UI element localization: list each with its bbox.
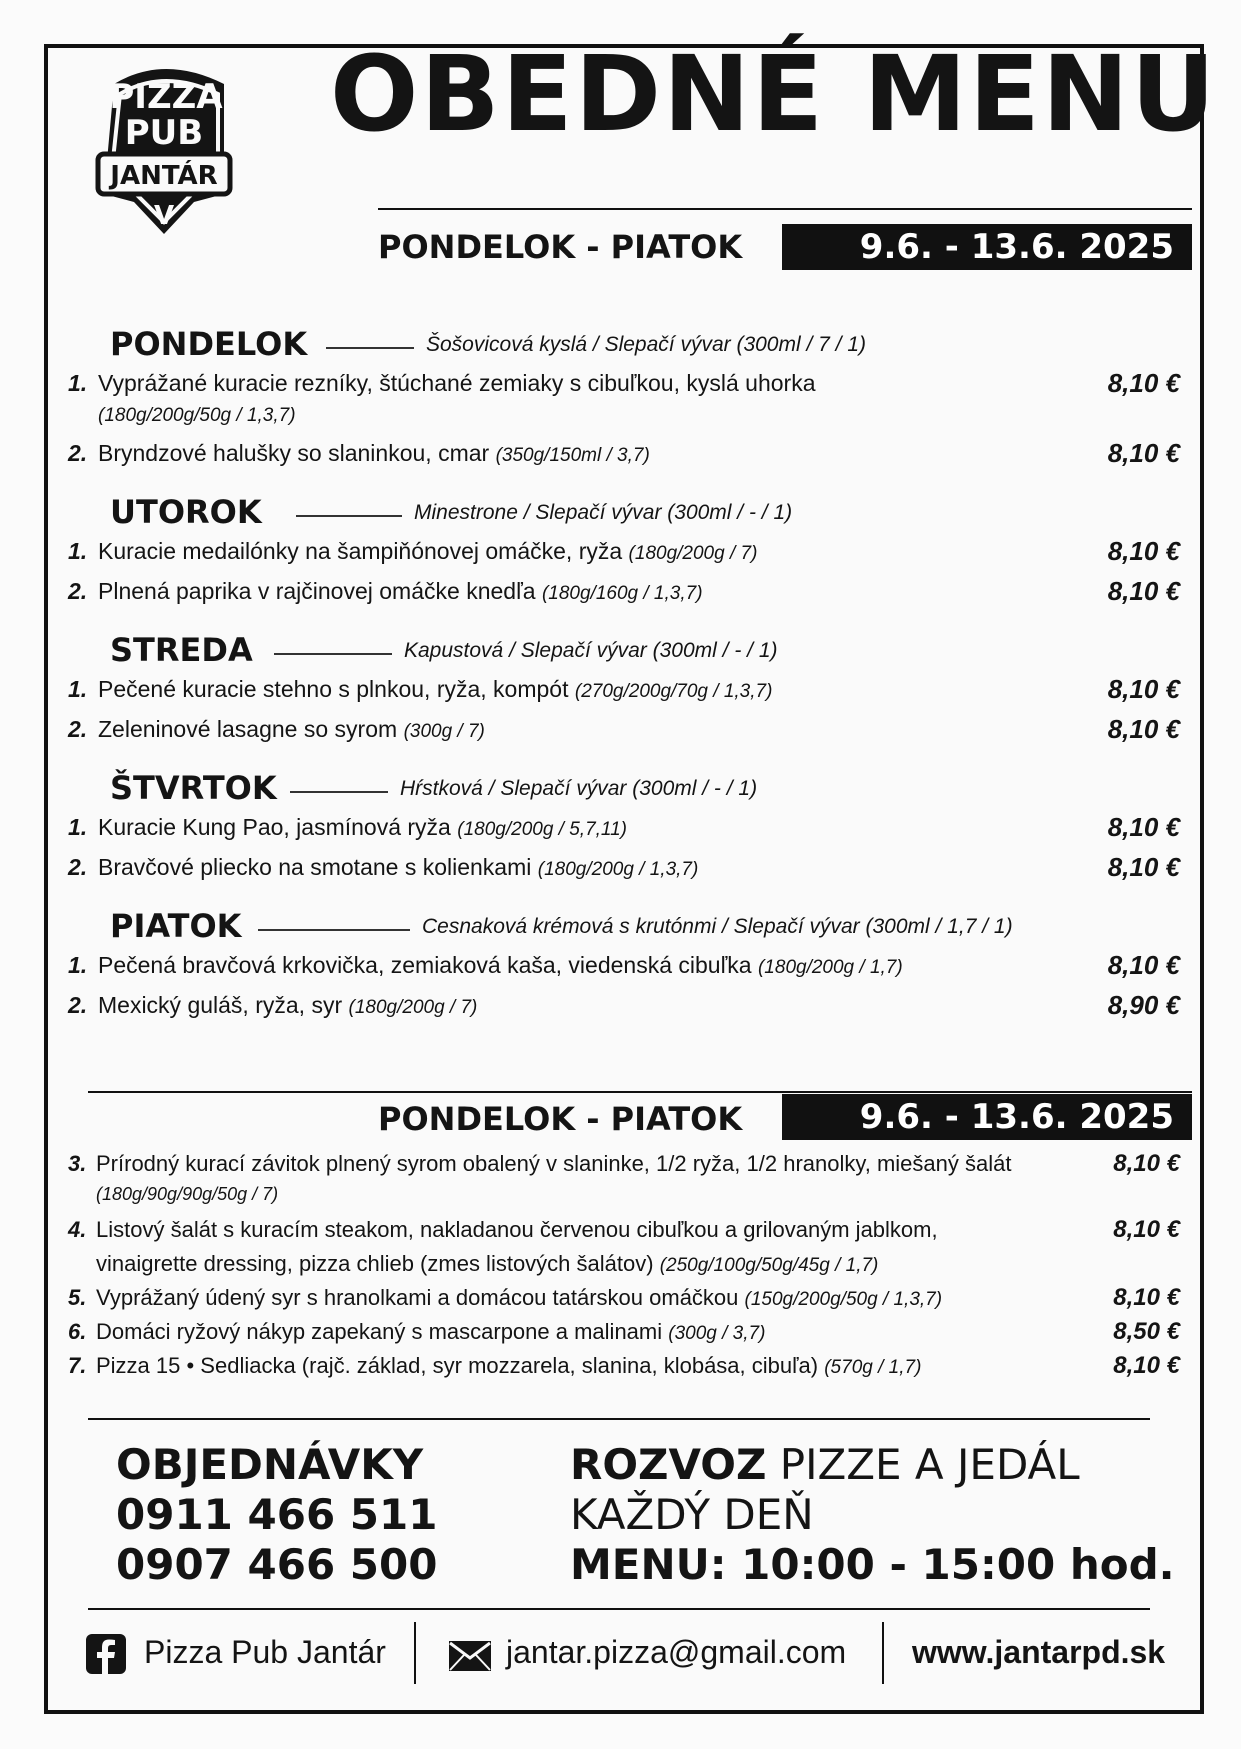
daily-band-dates: 9.6. - 13.6. 2025 <box>782 224 1192 270</box>
facebook-name: Pizza Pub Jantár <box>144 1634 386 1670</box>
orders-block <box>116 1440 437 1590</box>
website-link[interactable]: www.jantarpd.sk <box>912 1634 1166 1670</box>
menu-item <box>70 709 1180 749</box>
day-soup: Šošovicová kyslá / Slepačí vývar (300ml / 7 / 1) <box>426 333 867 356</box>
day-soup: Hŕstková / Slepačí vývar (300ml / - / 1) <box>400 777 758 800</box>
item-number: 2. <box>68 716 88 742</box>
delivery-line-2: KAŽDÝ DEŇ <box>570 1490 814 1539</box>
footer-separator-2 <box>882 1622 884 1684</box>
item-price: 8,10 € <box>1113 1352 1180 1379</box>
day-header <box>70 907 1180 945</box>
day-name: ŠTVRTOK <box>110 769 277 807</box>
item-number: 4. <box>68 1217 87 1242</box>
item-detail: (300g / 7) <box>403 721 485 742</box>
weekly-item <box>70 1147 1180 1181</box>
item-detail: (180g/200g / 5,7,11) <box>457 819 627 840</box>
item-sub-detail: (180g/200g/50g / 1,3,7) <box>98 405 296 426</box>
item-name: Prírodný kurací závitok plnený syrom obalený v slaninke, 1/2 ryža, 1/2 hranolky, miešaný šalát <box>96 1151 1012 1176</box>
day-soup: Cesnaková krémová s krutónmi / Slepačí vývar (300ml / 1,7 / 1) <box>422 915 1013 938</box>
item-detail: (250g/100g/50g/45g / 1,7) <box>659 1255 879 1276</box>
day-section <box>70 325 1180 473</box>
weekly-band-dates: 9.6. - 13.6. 2025 <box>782 1094 1192 1140</box>
footer-separator-1 <box>414 1622 416 1684</box>
contact-divider <box>88 1418 1150 1420</box>
item-price: 8,10 € <box>1107 368 1180 398</box>
item-name: Kuracie Kung Pao, jasmínová ryža <box>98 814 451 840</box>
item-detail: (570g / 1,7) <box>824 1357 922 1378</box>
item-name: Kuracie medailónky na šampiňónovej omáčke, ryža <box>98 538 623 564</box>
item-price: 8,10 € <box>1107 812 1180 842</box>
item-name: Zeleninové lasagne so syrom <box>98 716 398 742</box>
item-name: Plnená paprika v rajčinovej omáčke knedľa <box>98 578 536 604</box>
menu-item <box>70 363 1180 403</box>
item-number: 1. <box>68 370 88 396</box>
day-dash <box>326 347 414 349</box>
orders-phone-2[interactable]: 0907 466 500 <box>116 1540 438 1589</box>
day-name: PIATOK <box>110 907 242 945</box>
weekly-band-label: PONDELOK - PIATOK <box>378 1100 743 1138</box>
day-header <box>70 631 1180 669</box>
item-name: Bryndzové halušky so slaninkou, cmar <box>98 440 490 466</box>
item-price: 8,10 € <box>1107 714 1180 744</box>
logo-pizza-text: PIZZA <box>109 77 223 117</box>
item-text <box>98 571 703 614</box>
item-number: 6. <box>68 1319 87 1344</box>
item-name: Pečené kuracie stehno s plnkou, ryža, kompót <box>98 676 569 702</box>
item-price: 8,10 € <box>1107 674 1180 704</box>
item-text <box>98 847 698 890</box>
weekly-divider <box>88 1091 1192 1093</box>
weekly-item <box>70 1213 1180 1247</box>
item-number: 3. <box>68 1151 87 1176</box>
weekly-item <box>70 1315 1180 1349</box>
day-dash <box>258 929 410 931</box>
item-detail: (180g/200g / 7) <box>628 543 758 564</box>
item-price: 8,10 € <box>1113 1216 1180 1243</box>
item-detail: (180g/200g / 1,7) <box>757 957 903 978</box>
weekly-item <box>70 1349 1180 1383</box>
item-text <box>98 945 903 988</box>
item-number: 7. <box>68 1353 87 1378</box>
delivery-rest: PIZZE A JEDÁL <box>766 1440 1080 1489</box>
menu-item <box>70 945 1180 985</box>
item-text <box>98 531 757 574</box>
day-dash <box>274 653 392 655</box>
weekly-item <box>70 1281 1180 1315</box>
item-price: 8,50 € <box>1113 1318 1180 1345</box>
logo-pub-text: PUB <box>124 113 204 153</box>
item-text <box>96 1247 878 1283</box>
title-divider <box>378 208 1192 210</box>
day-name: UTOROK <box>110 493 262 531</box>
orders-phone-1[interactable]: 0911 466 511 <box>116 1490 438 1539</box>
item-number: 1. <box>68 952 88 978</box>
item-text <box>96 1213 938 1249</box>
item-detail: (180g/200g / 1,3,7) <box>537 859 699 880</box>
menu-item <box>70 531 1180 571</box>
day-section <box>70 493 1180 611</box>
day-section <box>70 769 1180 887</box>
day-header <box>70 493 1180 531</box>
item-detail: (180g/160g / 1,3,7) <box>541 583 703 604</box>
item-price: 8,10 € <box>1113 1150 1180 1177</box>
item-price: 8,10 € <box>1107 950 1180 980</box>
delivery-block <box>570 1440 1175 1590</box>
item-name: Vyprážané kuracie rezníky, štúchané zemiaky s cibuľkou, kyslá uhorka <box>98 370 816 396</box>
day-name: PONDELOK <box>110 325 308 363</box>
item-text <box>98 363 815 406</box>
item-name: Pečená bravčová krkovička, zemiaková kaša, viedenská cibuľka <box>98 952 752 978</box>
daily-menu <box>70 325 1180 1045</box>
item-price: 8,10 € <box>1107 576 1180 606</box>
item-price: 8,90 € <box>1107 990 1180 1020</box>
day-section <box>70 907 1180 1025</box>
item-name: Pizza 15 • Sedliacka (rajč. základ, syr mozzarela, slanina, klobása, cibuľa) <box>96 1353 819 1378</box>
day-dash <box>290 791 388 793</box>
menu-item <box>70 669 1180 709</box>
logo-jantar-text: JANTÁR <box>110 161 218 191</box>
day-header <box>70 769 1180 807</box>
item-text <box>98 807 627 850</box>
item-name: Listový šalát s kuracím steakom, nakladanou červenou cibuľkou a grilovaným jablkom, <box>96 1217 938 1242</box>
item-text <box>96 1147 1011 1183</box>
item-text <box>98 985 477 1028</box>
item-number: 2. <box>68 854 88 880</box>
item-price: 8,10 € <box>1113 1284 1180 1311</box>
item-name: vinaigrette dressing, pizza chlieb (zmes listových šalátov) <box>96 1251 654 1276</box>
item-number: 2. <box>68 440 88 466</box>
item-number: 2. <box>68 992 88 1018</box>
weekly-item <box>70 1247 1180 1281</box>
delivery-bold: ROZVOZ <box>570 1440 767 1489</box>
item-name: Mexický guláš, ryža, syr <box>98 992 343 1018</box>
delivery-line-1 <box>570 1440 1175 1490</box>
item-number: 1. <box>68 814 88 840</box>
menu-item <box>70 571 1180 611</box>
menu-item <box>70 807 1180 847</box>
item-number: 5. <box>68 1285 87 1310</box>
facebook-icon <box>86 1634 126 1674</box>
delivery-hours: MENU: 10:00 - 15:00 hod. <box>570 1540 1175 1589</box>
item-detail: (300g / 3,7) <box>668 1323 766 1344</box>
item-text <box>98 709 485 752</box>
footer-divider <box>88 1608 1150 1610</box>
orders-heading: OBJEDNÁVKY <box>116 1440 424 1489</box>
item-price: 8,10 € <box>1107 852 1180 882</box>
item-number: 1. <box>68 538 88 564</box>
menu-item <box>70 433 1180 473</box>
menu-item <box>70 985 1180 1025</box>
email-address: jantar.pizza@gmail.com <box>506 1634 847 1670</box>
menu-item <box>70 847 1180 887</box>
item-price: 8,10 € <box>1107 438 1180 468</box>
menu-title: OBEDNÉ MENU <box>330 33 1218 155</box>
item-text <box>98 433 650 476</box>
day-section <box>70 631 1180 749</box>
day-header <box>70 325 1180 363</box>
item-name: Domáci ryžový nákyp zapekaný s mascarpone a malinami <box>96 1319 663 1344</box>
item-number: 2. <box>68 578 88 604</box>
item-name: Bravčové pliecko na smotane s kolienkami <box>98 854 532 880</box>
item-sub-detail: (180g/90g/90g/50g / 7) <box>96 1184 279 1204</box>
item-price: 8,10 € <box>1107 536 1180 566</box>
day-name: STREDA <box>110 631 253 669</box>
day-soup: Minestrone / Slepačí vývar (300ml / - / 1) <box>414 501 793 524</box>
item-text <box>96 1349 921 1385</box>
daily-band-label: PONDELOK - PIATOK <box>378 228 743 266</box>
item-text <box>96 1315 765 1351</box>
item-detail: (150g/200g/50g / 1,3,7) <box>744 1289 943 1310</box>
pizza-pub-logo <box>74 44 254 234</box>
logo-v-text: V <box>153 201 175 231</box>
weekly-menu <box>70 1147 1180 1383</box>
item-detail: (350g/150ml / 3,7) <box>495 445 650 466</box>
day-soup: Kapustová / Slepačí vývar (300ml / - / 1) <box>404 639 778 662</box>
item-text <box>98 669 772 712</box>
item-number: 1. <box>68 676 88 702</box>
day-dash <box>296 515 402 517</box>
item-text <box>96 1281 942 1317</box>
item-detail: (270g/200g/70g / 1,3,7) <box>574 681 773 702</box>
envelope-icon <box>448 1640 492 1672</box>
item-detail: (180g/200g / 7) <box>348 997 478 1018</box>
item-name: Vyprážaný údený syr s hranolkami a domácou tatárskou omáčkou <box>96 1285 739 1310</box>
